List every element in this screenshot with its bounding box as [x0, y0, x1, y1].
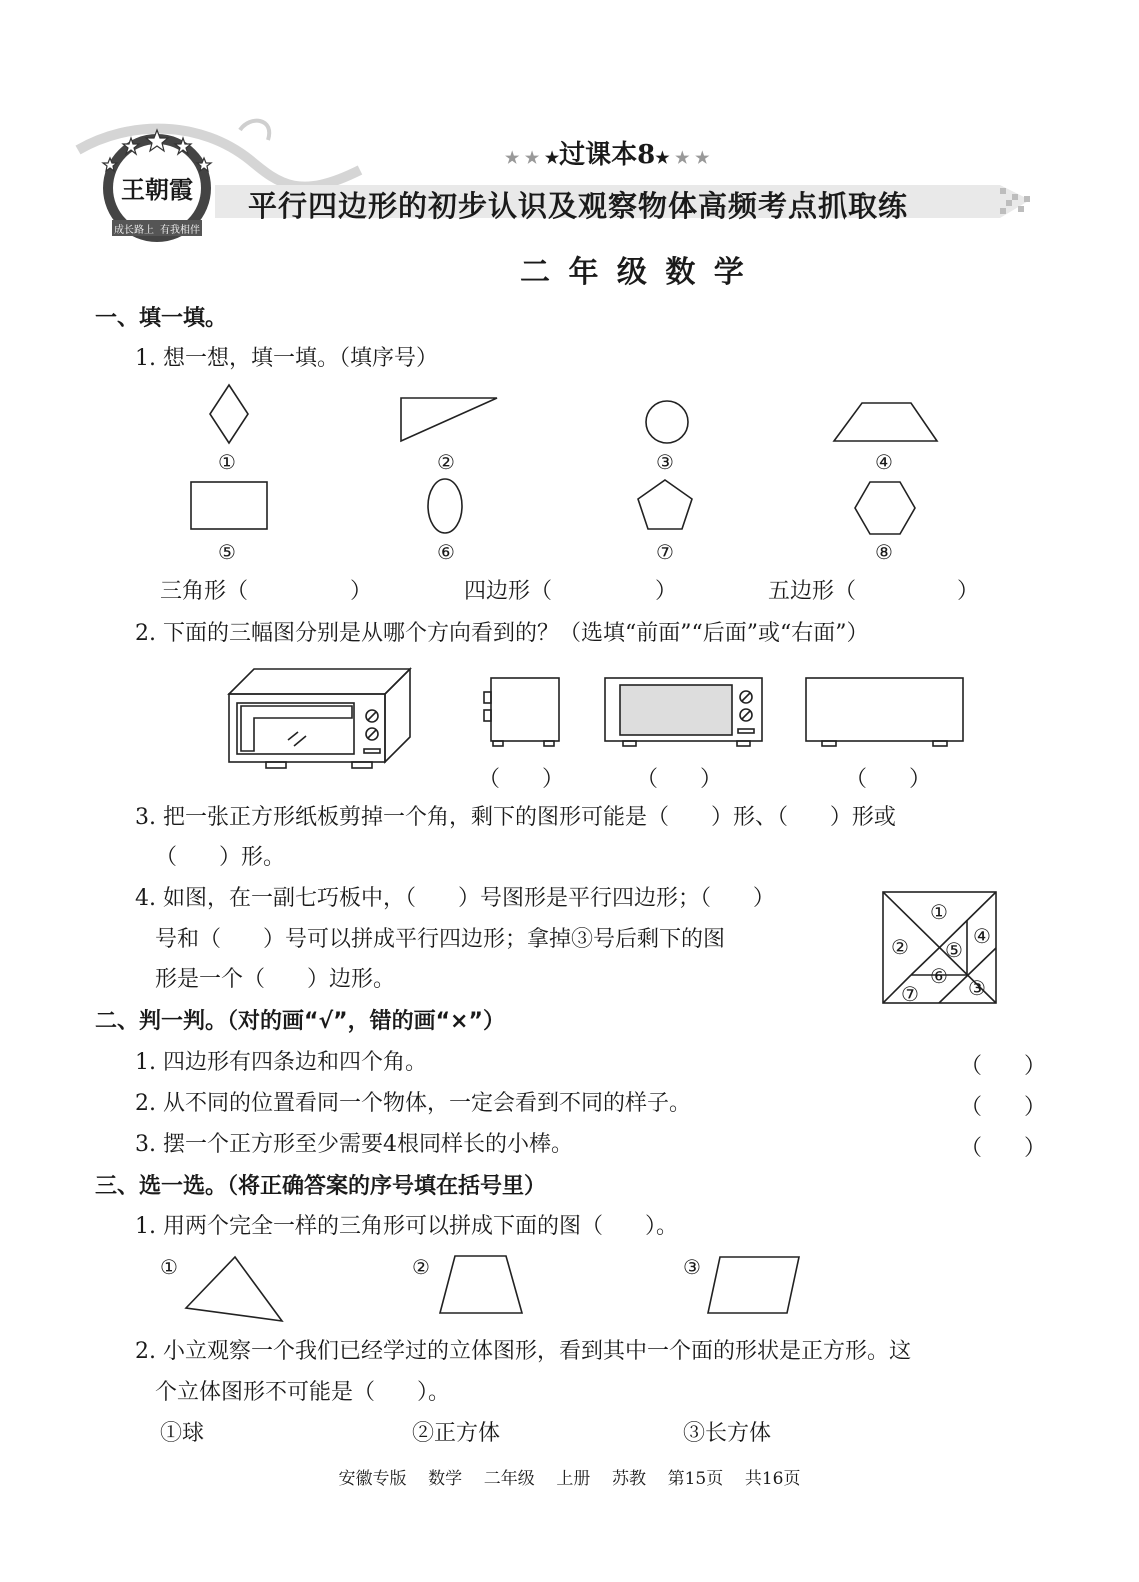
choice-label: ② — [412, 1255, 430, 1279]
q4-line1: 4. 如图，在一副七巧板中，（ ）号图形是平行四边形；（ ） — [135, 886, 775, 911]
logo-text: 王朝霞 — [121, 175, 193, 204]
q3-line2: （ ）形。 — [155, 845, 285, 870]
logo-slogan-left: 成长路上 — [114, 225, 154, 236]
choose-option-2: ②正方体 — [412, 1421, 501, 1446]
q4-line3: 形是一个（ ）边形。 — [155, 967, 395, 992]
star-icon: ★ ★ — [669, 148, 710, 167]
choice-parallelogram — [708, 1257, 799, 1313]
shape-label: ① — [218, 450, 236, 474]
judge-item-3: 3. 摆一个正方形至少需要4根同样长的小棒。 — [135, 1132, 573, 1157]
tangram-label: ② — [891, 935, 909, 959]
choose-q1-text: 1. 用两个完全一样的三角形可以拼成下面的图（ ）。 — [135, 1214, 678, 1239]
answer-triangle-blank[interactable]: ） — [350, 579, 373, 604]
star-icon: ★ — [544, 148, 560, 167]
lesson-label-text: 过课本8 — [559, 140, 656, 170]
choice-label: ① — [160, 1255, 178, 1279]
section2-title: 二、判一判。（对的画“√”，错的画“×”） — [95, 1009, 505, 1034]
q4-line2: 号和（ ）号可以拼成平行四边形；拿掉③号后剩下的图 — [155, 927, 725, 952]
answer-pentagon-blank[interactable]: ） — [957, 579, 980, 604]
choice-label: ③ — [683, 1255, 701, 1279]
shape-label: ⑧ — [875, 540, 893, 564]
shape-label: ⑤ — [218, 540, 236, 564]
shape-label: ② — [437, 450, 455, 474]
q3-line1: 3. 把一张正方形纸板剪掉一个角，剩下的图形可能是（ ）形、（ ）形或 — [135, 805, 896, 830]
judge-blank-3[interactable]: （ ） — [960, 1136, 1046, 1161]
q2-blank-side[interactable]: （ ） — [478, 767, 564, 792]
shape-label: ⑥ — [437, 540, 455, 564]
shape-label: ⑦ — [656, 540, 674, 564]
q2-text: 2. 下面的三幅图分别是从哪个方向看到的？（选填“前面”“后面”或“右面”） — [135, 621, 869, 646]
choice-trapezoid — [440, 1256, 522, 1313]
main-title: 平行四边形的初步认识及观察物体高频考点抓取练 — [248, 189, 909, 223]
tangram-label: ⑦ — [901, 982, 919, 1006]
answer-quadrilateral-blank[interactable]: ） — [655, 579, 678, 604]
footer: 安徽专版 数学 二年级 上册 苏教 第15页 共16页 — [338, 1469, 801, 1489]
star-icon: ★ — [655, 148, 670, 167]
tangram-label: ⑥ — [930, 964, 948, 988]
answer-pentagon-label: 五边形（ — [768, 579, 857, 604]
subtitle: 二 年 级 数 学 — [520, 255, 748, 290]
tangram-label: ① — [930, 900, 948, 924]
judge-blank-1[interactable]: （ ） — [960, 1054, 1046, 1079]
shape-label: ③ — [656, 450, 674, 474]
choose-option-1: ①球 — [160, 1421, 205, 1446]
tangram-label: ④ — [973, 924, 991, 948]
choice-triangle — [186, 1257, 282, 1321]
q2-blank-back[interactable]: （ ） — [845, 767, 931, 792]
choose-q2-line1: 2. 小立观察一个我们已经学过的立体图形，看到其中一个面的形状是正方形。这 — [135, 1339, 911, 1364]
judge-item-1: 1. 四边形有四条边和四个角。 — [135, 1050, 427, 1075]
star-icon: ★ ★ — [505, 148, 545, 167]
choose-q2-line2: 个立体图形不可能是（ ）。 — [155, 1380, 450, 1405]
judge-item-2: 2. 从不同的位置看同一个物体，一定会看到不同的样子。 — [135, 1091, 691, 1116]
judge-blank-2[interactable]: （ ） — [960, 1095, 1046, 1120]
section1-title: 一、填一填。 — [95, 306, 228, 331]
tangram-label: ⑤ — [945, 938, 963, 962]
shape-label: ④ — [875, 450, 893, 474]
answer-quadrilateral-label: 四边形（ — [464, 579, 553, 604]
tangram-label: ③ — [968, 976, 986, 1000]
choose-option-3: ③长方体 — [683, 1421, 772, 1446]
q1-text: 1. 想一想，填一填。（填序号） — [135, 346, 438, 371]
logo-slogan-right: 有我相伴 — [160, 225, 200, 236]
answer-triangle-label: 三角形（ — [160, 579, 249, 604]
section3-title: 三、选一选。（将正确答案的序号填在括号里） — [95, 1174, 547, 1199]
q2-blank-front[interactable]: （ ） — [636, 767, 722, 792]
